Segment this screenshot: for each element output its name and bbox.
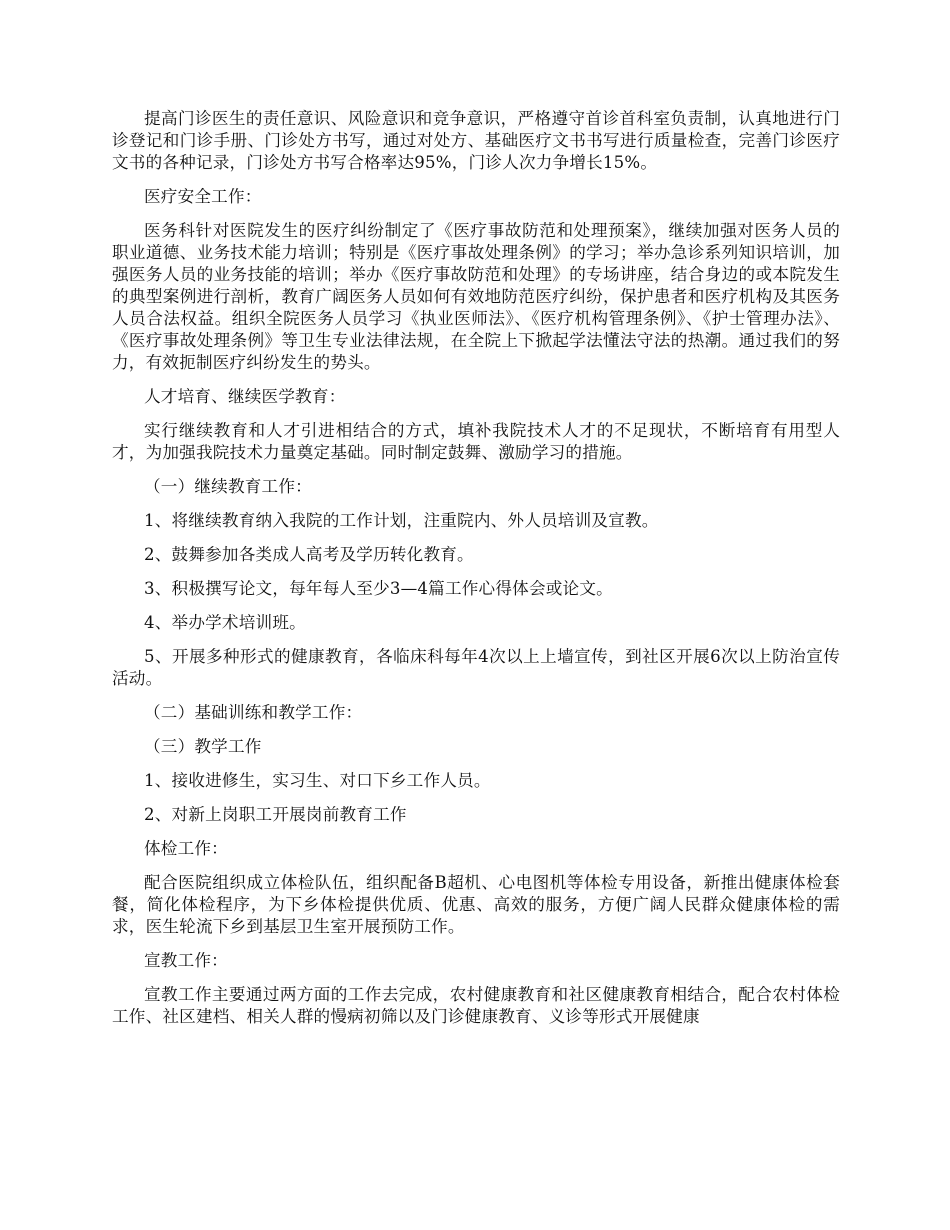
list-item: 2、鼓舞参加各类成人高考及学历转化教育。: [144, 545, 474, 564]
heading-talent-training: 人才培育、继续医学教育：: [144, 387, 346, 406]
paragraph-medical-safety: 医务科针对医院发生的医疗纠纷制定了《医疗事故防范和处理预案》，继续加强对医务人员的职业道德、业务技术能力培训；特别是《医疗事故处理条例》的学习；举办急诊系列知识培训，加强医务人员的业务技能的培训；举办《医疗事故防范和处理》的专场讲座，结合身边的或本院发生的典型案例进行剖析，教育广阔医务人员如何有效地防范医疗纠纷，保护患者和医疗机构及其医务人员合法权益。组织全院医务人员学习《执业医师法》、《医疗机构管理条例》、《护士管理办法》、《医疗事故处理条例》等卫生专业法律法规，在全院上下掀起学法懂法守法的热潮。通过我们的努力，有效扼制医疗纠纷发生的势头。: [112, 221, 840, 372]
heading-health-education: 宣教工作：: [144, 951, 228, 970]
list-item: 4、举办学术培训班。: [144, 613, 306, 632]
heading-continuing-education: （一）继续教育工作：: [144, 477, 312, 496]
list-item: 1、将继续教育纳入我院的工作计划，注重院内、外人员培训及宣教。: [144, 511, 659, 530]
list-item: 1、接收进修生，实习生、对口下乡工作人员。: [144, 771, 491, 790]
heading-teaching-work: （三）教学工作: [144, 737, 262, 756]
heading-physical-exam: 体检工作：: [144, 839, 228, 858]
heading-medical-safety: 医疗安全工作：: [144, 187, 262, 206]
paragraph-talent-training: 实行继续教育和人才引进相结合的方式，填补我院技术人才的不足现状，不断培育有用型人才，为加强我院技术力量奠定基础。同时制定鼓舞、激励学习的措施。: [112, 421, 840, 462]
paragraph-outpatient-quality: 提高门诊医生的责任意识、风险意识和竞争意识，严格遵守首诊首科室负责制，认真地进行门诊登记和门诊手册、门诊处方书写，通过对处方、基础医疗文书书写进行质量检查，完善门诊医疗文书的各种记录，门诊处方书写合格率达95%，门诊人次力争增长15%。: [112, 109, 840, 172]
paragraph-physical-exam: 配合医院组织成立体检队伍，组织配备B超机、心电图机等体检专用设备，新推出健康体检套餐，简化体检程序，为下乡体检提供优质、优惠、高效的服务，方便广阔人民群众健康体检的需求，医生轮流下乡到基层卫生室开展预防工作。: [112, 873, 840, 936]
list-item: 2、对新上岗职工开展岗前教育工作: [144, 805, 407, 824]
paragraph-health-education: 宣教工作主要通过两方面的工作去完成，农村健康教育和社区健康教育相结合，配合农村体检工作、社区建档、相关人群的慢病初筛以及门诊健康教育、义诊等形式开展健康: [112, 985, 840, 1026]
heading-basic-training: （二）基础训练和教学工作：: [144, 703, 363, 722]
list-item: 3、积极撰写论文，每年每人至少3—4篇工作心得体会或论文。: [144, 579, 613, 598]
document-page: [112, 108, 840, 1040]
list-item: 5、开展多种形式的健康教育，各临床科每年4次以上上墙宣传，到社区开展6次以上防治宣传活动。: [112, 647, 840, 688]
